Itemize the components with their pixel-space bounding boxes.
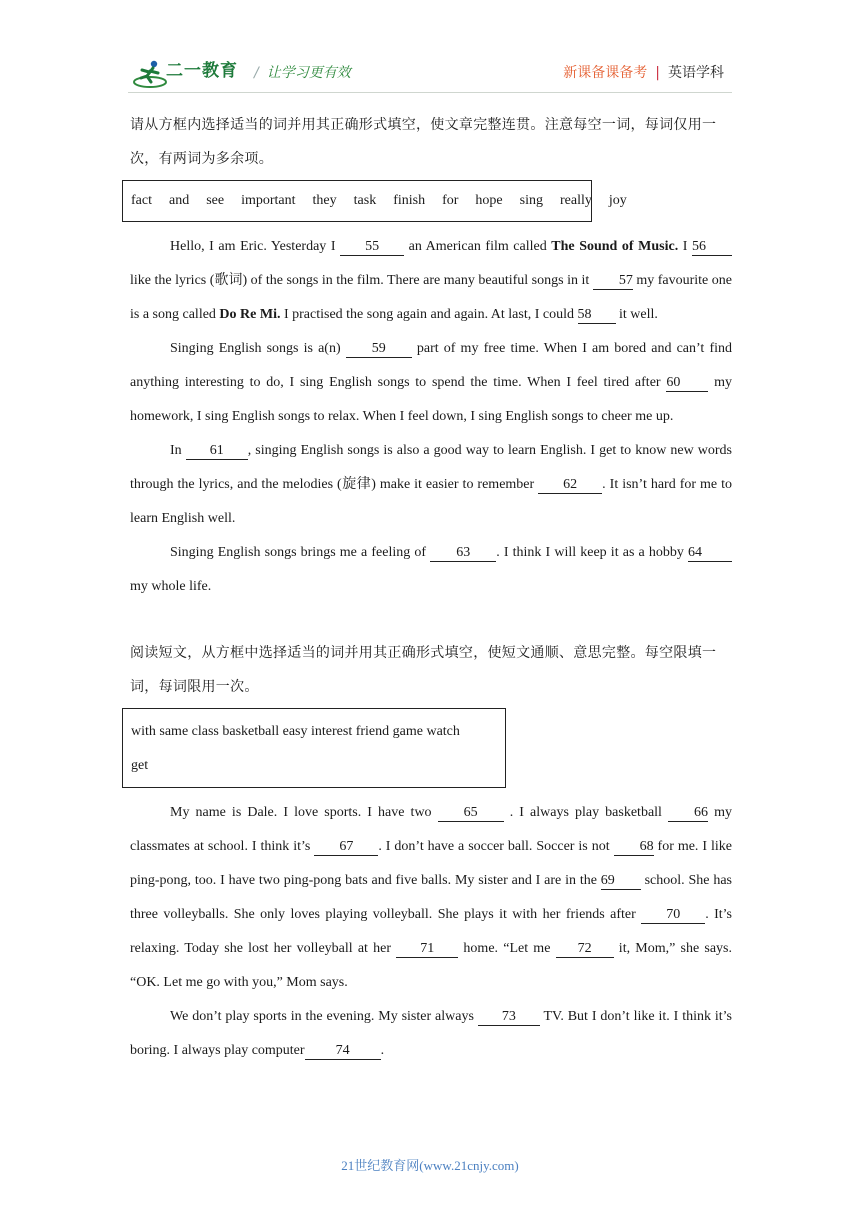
page-footer: 21世纪教育网(www.21cnjy.com): [341, 1158, 519, 1173]
blank-58[interactable]: 58: [578, 307, 616, 324]
word: joy: [608, 193, 627, 208]
word: sing: [519, 193, 543, 208]
word: they: [312, 193, 337, 208]
slogan: / 让学习更有效: [254, 65, 351, 81]
blank-64[interactable]: 64: [688, 545, 732, 562]
page-header: [128, 52, 732, 92]
word: task: [353, 193, 377, 208]
word: important: [241, 193, 296, 208]
paragraph: We don’t play sports in the evening. My sister always 73 TV. But I don’t like it. I think it’s boring. I always play computer 74 .: [130, 1009, 733, 1058]
blank-62[interactable]: 62: [538, 477, 602, 494]
blank-66[interactable]: 66: [668, 805, 708, 822]
word: really: [559, 193, 592, 208]
instruction-2: 阅读短文，从方框中选择适当的词并用其正确形式填空，使短文通顺、意思完整。每空限填一词，每词限用一次。: [130, 645, 717, 695]
word: finish: [393, 193, 426, 208]
blank-72[interactable]: 72: [556, 941, 614, 958]
blank-71[interactable]: 71: [396, 941, 458, 958]
paragraph: My name is Dale. I love sports. I have two 65 . I always play basketball 66 my classmates at school. I think it’s 67 . I don’t have a soccer ball. Soccer is not 68 for me. I like ping-pong, too. I have two ping-pong bats and five balls. My sister and I are in the 69 school. She has three volleyballs. She only loves playing volleyball. She plays it with her friends after 70 . It’s relaxing. Today she lost her volleyball at her 71 home. “Let me 72 it, Mom,” she says. “OK. Let me go with you,” Mom says.: [130, 805, 733, 990]
blank-61[interactable]: 61: [186, 443, 248, 460]
blank-57[interactable]: 57: [593, 273, 633, 290]
blank-56[interactable]: 56: [692, 239, 732, 256]
blank-67[interactable]: 67: [314, 839, 378, 856]
document-body: [130, 108, 732, 1068]
header-rule: [128, 92, 732, 93]
blank-65[interactable]: 65: [438, 805, 504, 822]
word-box-1: [122, 180, 627, 222]
logo-text: 二一教育: [166, 61, 238, 81]
blank-74[interactable]: 74: [305, 1043, 381, 1060]
blank-63[interactable]: 63: [430, 545, 496, 562]
word: and: [168, 193, 190, 208]
blank-73[interactable]: 73: [478, 1009, 540, 1026]
blank-70[interactable]: 70: [641, 907, 705, 924]
blank-68[interactable]: 68: [614, 839, 654, 856]
paragraph: In 61 , singing English songs is also a good way to learn English. I get to know new words through the lyrics, and the melodies (旋律) make it easier to remember 62 . It isn’t hard for me to learn English well.: [130, 443, 732, 526]
header-right: 新课备课备考 | 英语学科: [563, 65, 724, 81]
blank-59[interactable]: 59: [346, 341, 412, 358]
instruction-1: 请从方框内选择适当的词并用其正确形式填空，使文章完整连贯。注意每空一词，每词仅用一次，有两词为多余项。: [130, 117, 717, 167]
paragraph: Hello, I am Eric. Yesterday I 55 an American film called The Sound of Music. I 56 like the lyrics (歌词) of the songs in the film. There are many beautiful songs in it 57 my favourite one is a song called Do Re Mi. I practised the song again and again. At last, I could 58 it well.: [130, 239, 733, 322]
paragraph: Singing English songs is a(n) 59 part of my free time. When I am bored and can’t find anything interesting to do, I sing English songs to spend the time. When I feel tired after 60 my homework, I sing English songs to relax. When I feel down, I sing English songs to cheer me up.: [130, 341, 733, 424]
word: fact: [131, 193, 152, 208]
word: see: [206, 193, 225, 208]
word: for: [442, 193, 459, 208]
word-box-2: with same class basketball easy interest friend game watch get: [122, 708, 506, 788]
blank-60[interactable]: 60: [666, 375, 708, 392]
blank-69[interactable]: 69: [601, 873, 641, 890]
blank-55[interactable]: 55: [340, 239, 404, 256]
word: hope: [475, 193, 503, 208]
paragraph: Singing English songs brings me a feeling of 63 . I think I will keep it as a hobby 64 my whole life.: [130, 536, 732, 604]
